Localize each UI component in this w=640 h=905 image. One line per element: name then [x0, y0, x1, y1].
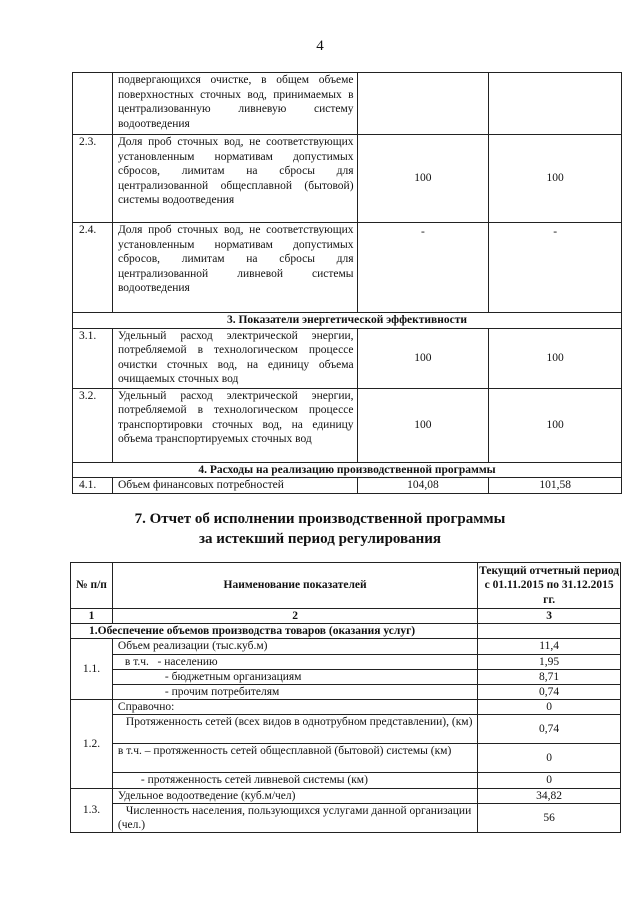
column-number: 3: [478, 609, 621, 624]
value-cell: 104,08: [357, 478, 489, 494]
section-row: [73, 313, 622, 329]
section-heading: 3. Показатели энергетической эффективности: [73, 313, 622, 329]
table-row: [71, 715, 621, 744]
row-number: 1.3.: [71, 788, 113, 833]
value-cell: 34,82: [478, 788, 621, 803]
header-row: [71, 563, 621, 609]
indicator-label: в т.ч. - населению: [112, 654, 477, 669]
table-row: [71, 803, 621, 832]
indicator-label: Удельное водоотведение (куб.м/чел): [112, 788, 477, 803]
table-row: [73, 328, 622, 388]
value-cell: 0: [478, 700, 621, 715]
indicator-description: Удельный расход электрической энергии, потребляемой в технологическом процессе очистки сточных вод, на единицу объема очищаемых сточных вод: [112, 328, 357, 388]
report-title: 7. Отчет об исполнении производственной программы: [134, 511, 506, 527]
indicator-label: Справочно:: [112, 700, 477, 715]
row-number: 1.1.: [71, 639, 113, 700]
value-cell: -: [357, 223, 489, 313]
value-cell: 100: [357, 135, 489, 223]
table-row: [71, 685, 621, 700]
indicator-label: Численность населения, пользующихся услугами данной организации (чел.): [112, 803, 477, 832]
column-number: 2: [112, 609, 477, 624]
table-row: [71, 773, 621, 788]
table-row: [71, 700, 621, 715]
value-cell: 0: [478, 773, 621, 788]
table-row: [71, 744, 621, 773]
table-row: [73, 73, 622, 135]
indicator-description: подвергающихся очистке, в общем объеме поверхностных сточных вод, принимаемых в централизованную ливневую систему водоотведения: [112, 73, 357, 135]
value-cell: [357, 73, 489, 135]
empty-cell: [478, 624, 621, 639]
value-cell: 0: [478, 744, 621, 773]
section-heading: 1.Обеспечение объемов производства товаров (оказания услуг): [71, 624, 478, 639]
value-cell: 56: [478, 803, 621, 832]
table-row: [71, 654, 621, 669]
value-cell: 0,74: [478, 715, 621, 744]
column-number: 1: [71, 609, 113, 624]
value-cell: 100: [357, 388, 489, 462]
page-number: 4: [316, 38, 324, 54]
indicator-label: - бюджетным организациям: [112, 669, 477, 684]
row-number: 3.2.: [73, 388, 113, 462]
targets-table: [72, 72, 622, 494]
value-cell: 100: [489, 135, 622, 223]
section-row: [73, 462, 622, 478]
indicator-description: Доля проб сточных вод, не соответствующих установленным нормативам допустимых сбросов, лимитам на сбросы для централизованной ливневой системы водоотведения: [112, 223, 357, 313]
value-cell: 101,58: [489, 478, 622, 494]
value-cell: [489, 73, 622, 135]
value-cell: 100: [357, 328, 489, 388]
report-table: [70, 562, 621, 833]
table-row: [71, 788, 621, 803]
column-numbers-row: [71, 609, 621, 624]
section-row: [71, 624, 621, 639]
indicator-label: в т.ч. – протяженность сетей общесплавной (бытовой) системы (км): [112, 744, 477, 773]
value-cell: 100: [489, 328, 622, 388]
row-number: 4.1.: [73, 478, 113, 494]
table-row: [73, 478, 622, 494]
row-number: [73, 73, 113, 135]
indicator-description: Доля проб сточных вод, не соответствующих установленным нормативам допустимых сбросов, лимитам на сбросы для централизованной общесплавной (бытовой) системы водоотведения: [112, 135, 357, 223]
table-row: [73, 223, 622, 313]
value-cell: 0,74: [478, 685, 621, 700]
indicator-label: - прочим потребителям: [112, 685, 477, 700]
section-heading: 4. Расходы на реализацию производственной программы: [73, 462, 622, 478]
indicator-label: Протяженность сетей (всех видов в однотрубном представлении), (км): [112, 715, 477, 744]
indicator-label: - протяженность сетей ливневой системы (км): [112, 773, 477, 788]
table-row: [71, 669, 621, 684]
header-period: Текущий отчетный период с 01.11.2015 по 31.12.2015 гг.: [478, 563, 621, 609]
row-number: 1.2.: [71, 700, 113, 788]
value-cell: 1,95: [478, 654, 621, 669]
row-number: 2.4.: [73, 223, 113, 313]
value-cell: -: [489, 223, 622, 313]
header-indicator: Наименование показателей: [112, 563, 477, 609]
value-cell: 100: [489, 388, 622, 462]
table-row: [73, 388, 622, 462]
indicator-description: Объем финансовых потребностей: [112, 478, 357, 494]
indicator-description: Удельный расход электрической энергии, потребляемой в технологическом процессе транспортировки сточных вод, на единицу объема транспортируемых сточных вод: [112, 388, 357, 462]
table-row: [73, 135, 622, 223]
report-subtitle: за истекший период регулирования: [198, 531, 442, 547]
table-row: [71, 639, 621, 654]
header-number: № п/п: [71, 563, 113, 609]
value-cell: 8,71: [478, 669, 621, 684]
indicator-label: Объем реализации (тыс.куб.м): [112, 639, 477, 654]
row-number: 3.1.: [73, 328, 113, 388]
value-cell: 11,4: [478, 639, 621, 654]
row-number: 2.3.: [73, 135, 113, 223]
